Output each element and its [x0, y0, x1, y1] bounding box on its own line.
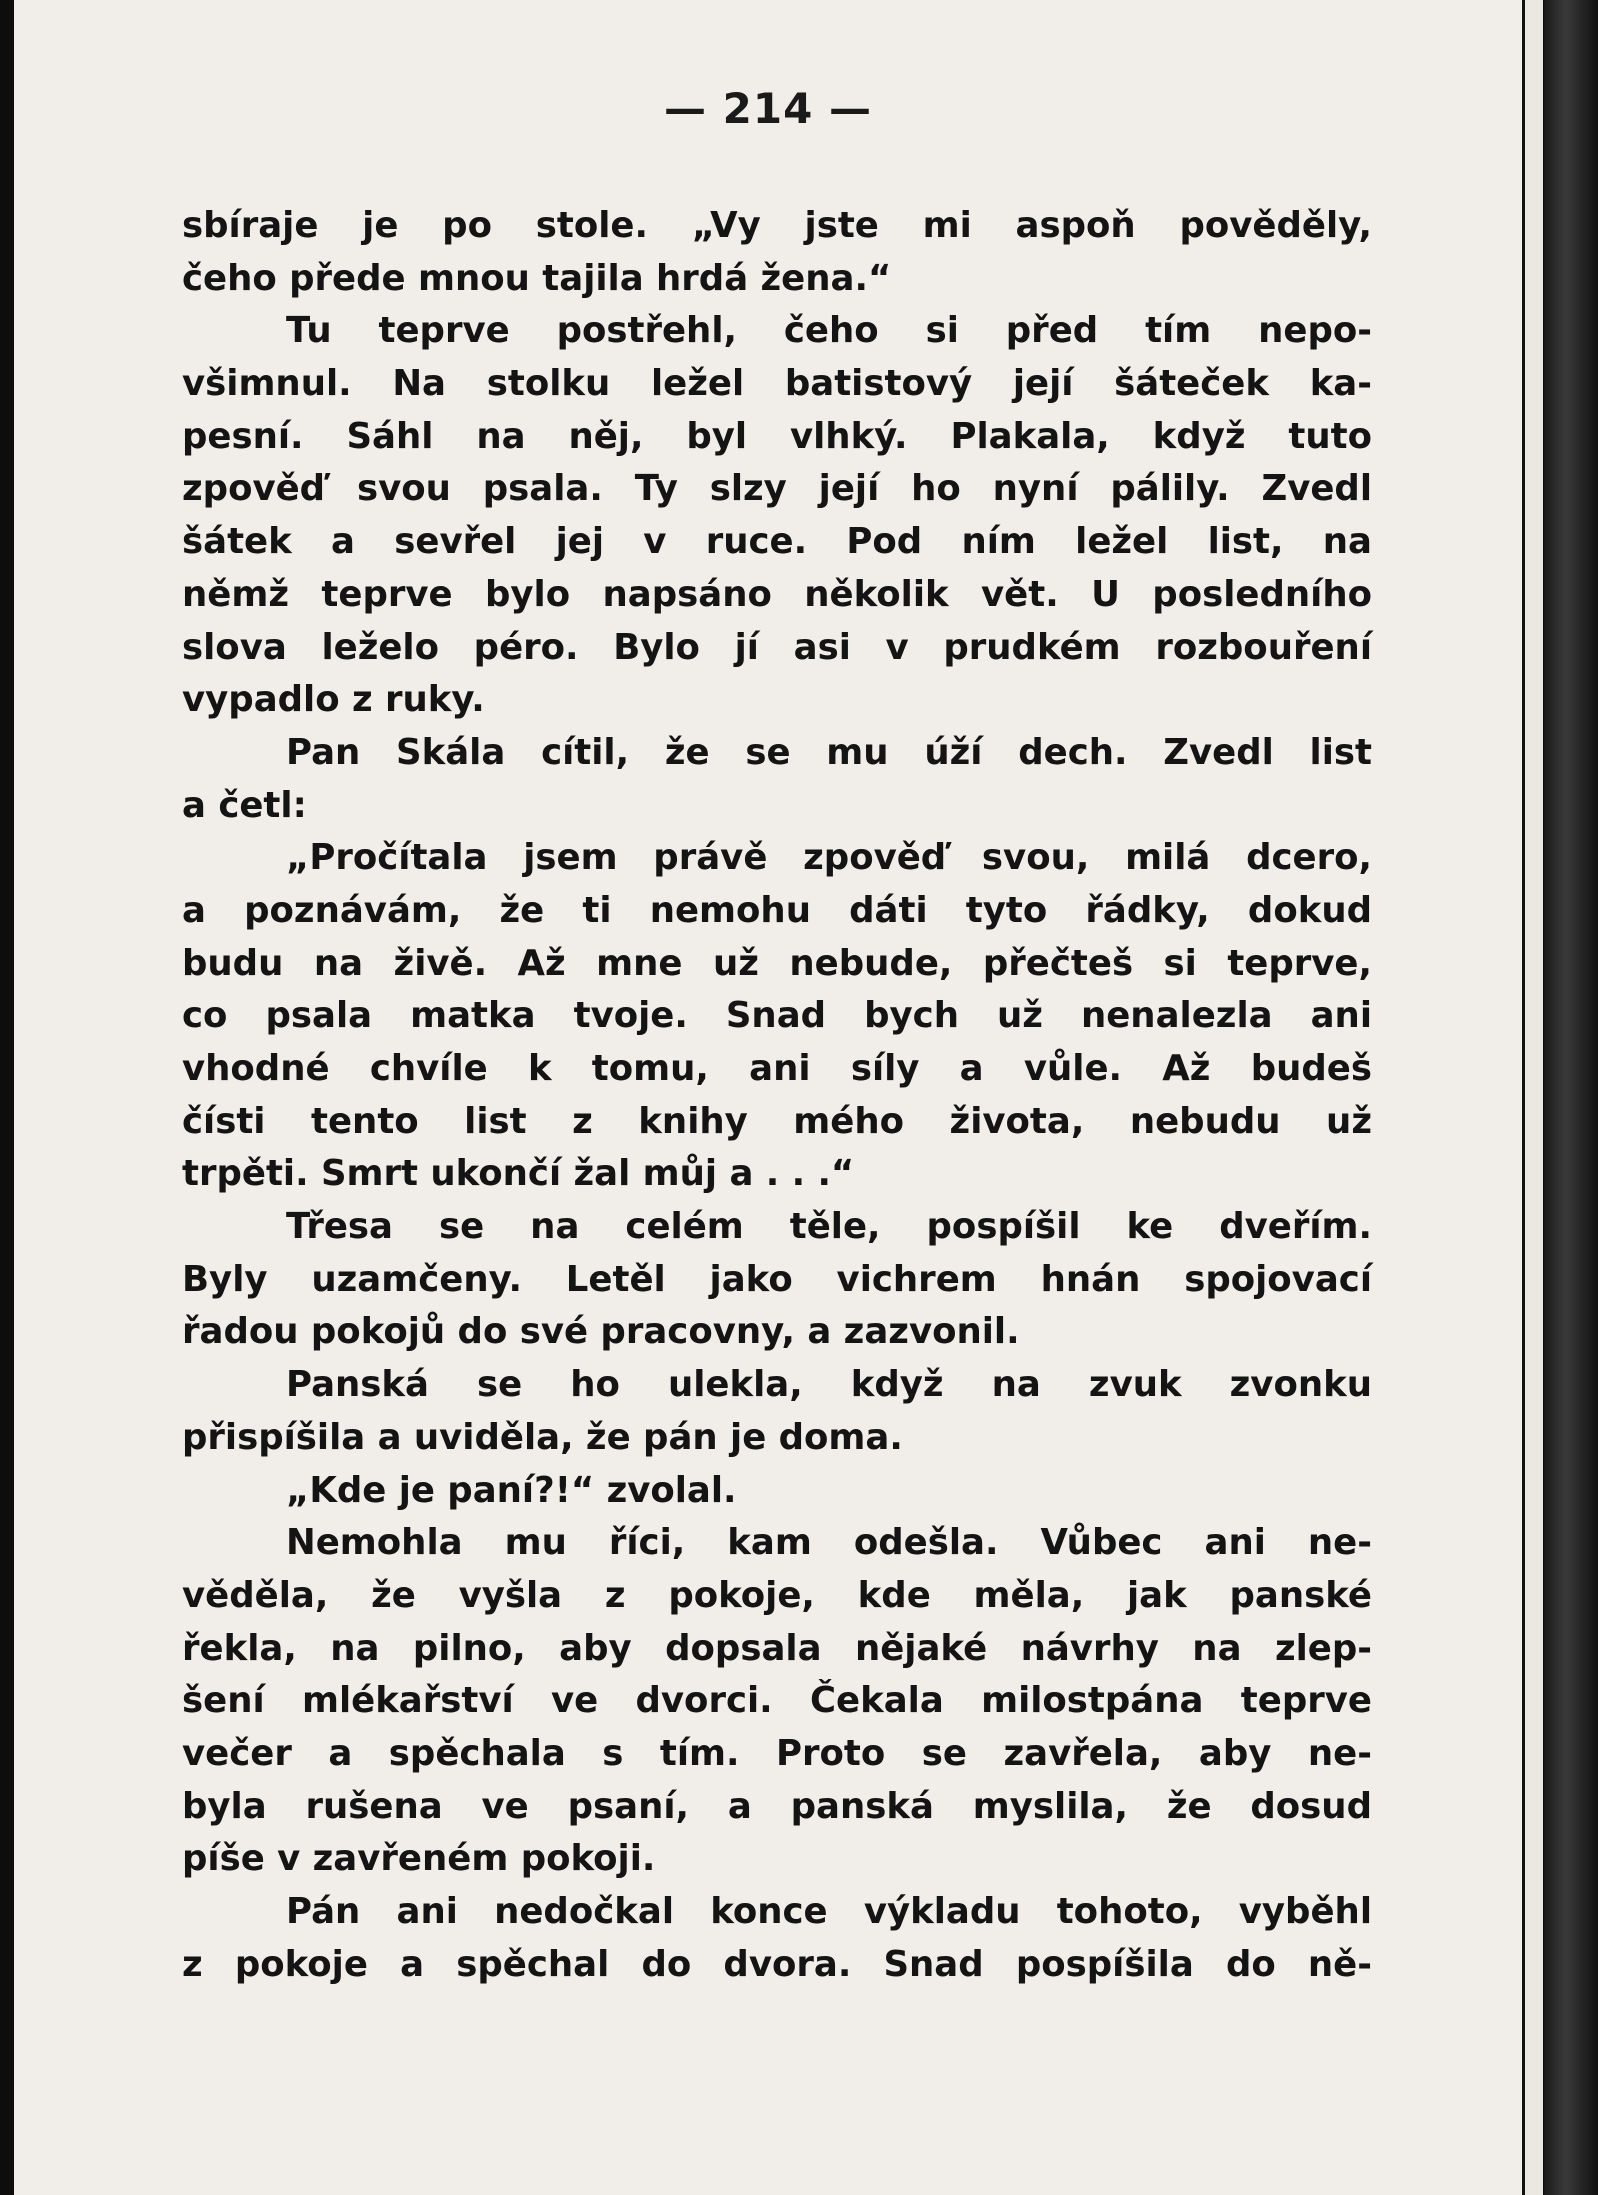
text-line: z pokoje a spěchal do dvora. Snad pospíšila do ně- — [182, 1943, 1372, 1985]
text-line: trpěti. Smrt ukončí žal můj a . . .“ — [182, 1153, 855, 1195]
text-line: vypadlo z ruky. — [182, 679, 485, 721]
text-line: budu na živě. Až mne už nebude, přečteš si teprve, — [182, 942, 1372, 984]
book-page — [14, 0, 1522, 2195]
text-line: věděla, že vyšla z pokoje, kde měla, jak panské — [182, 1574, 1372, 1616]
text-line: Tu teprve postřehl, čeho si před tím nepo- — [286, 310, 1372, 352]
text-line: šátek a sevřel jej v ruce. Pod ním ležel list, na — [182, 521, 1372, 563]
page-number-header: — 214 — — [664, 84, 872, 133]
text-line: Pan Skála cítil, že se mu úží dech. Zvedl list — [286, 731, 1372, 773]
text-line: píše v zavřeném pokoji. — [182, 1838, 656, 1880]
page-gutter — [1522, 0, 1543, 2195]
text-line: pesní. Sáhl na něj, byl vlhký. Plakala, když tuto — [182, 415, 1372, 457]
text-line: Třesa se na celém těle, pospíšil ke dveřím. — [286, 1206, 1372, 1248]
text-line: „Kde je paní?!“ zvolal. — [286, 1469, 737, 1511]
text-line: řekla, na pilno, aby dopsala nějaké návrhy na zlep- — [182, 1627, 1372, 1669]
text-line: Byly uzamčeny. Letěl jako vichrem hnán spojovací — [182, 1258, 1372, 1300]
text-line: večer a spěchala s tím. Proto se zavřela, aby ne- — [182, 1732, 1372, 1774]
text-line: „Pročítala jsem právě zpověď svou, milá dcero, — [286, 837, 1372, 879]
text-line: Panská se ho ulekla, když na zvuk zvonku — [286, 1364, 1372, 1406]
text-line: a četl: — [182, 784, 307, 826]
text-line: sbíraje je po stole. „Vy jste mi aspoň pověděly, — [182, 205, 1372, 246]
text-line: čísti tento list z knihy mého života, nebudu už — [182, 1100, 1372, 1142]
text-line: řadou pokojů do své pracovny, a zazvonil. — [182, 1311, 1020, 1353]
book-edge — [1544, 0, 1598, 2195]
text-line: byla rušena ve psaní, a panská myslila, že dosud — [182, 1785, 1372, 1827]
text-line: čeho přede mnou tajila hrdá žena.“ — [182, 257, 892, 299]
text-line: šení mlékařství ve dvorci. Čekala milostpána teprve — [182, 1680, 1372, 1722]
text-line: co psala matka tvoje. Snad bych už nenalezla ani — [182, 995, 1372, 1037]
text-line: všimnul. Na stolku ležel batistový její šáteček ka- — [182, 363, 1372, 405]
text-line: němž teprve bylo napsáno několik vět. U posledního — [182, 573, 1372, 615]
text-line: Nemohla mu říci, kam odešla. Vůbec ani ne- — [286, 1522, 1372, 1564]
page-text-body — [182, 200, 1372, 1991]
text-line: vhodné chvíle k tomu, ani síly a vůle. Až budeš — [182, 1048, 1372, 1089]
text-line: a poznávám, že ti nemohu dáti tyto řádky, dokud — [182, 889, 1372, 931]
text-line: slova leželo péro. Bylo jí asi v prudkém rozbouření — [182, 626, 1372, 668]
text-line: přispíšila a uviděla, že pán je doma. — [182, 1416, 903, 1458]
text-line: Pán ani nedočkal konce výkladu tohoto, vyběhl — [286, 1891, 1372, 1932]
text-line: zpověď svou psala. Ty slzy její ho nyní pálily. Zvedl — [182, 468, 1372, 510]
